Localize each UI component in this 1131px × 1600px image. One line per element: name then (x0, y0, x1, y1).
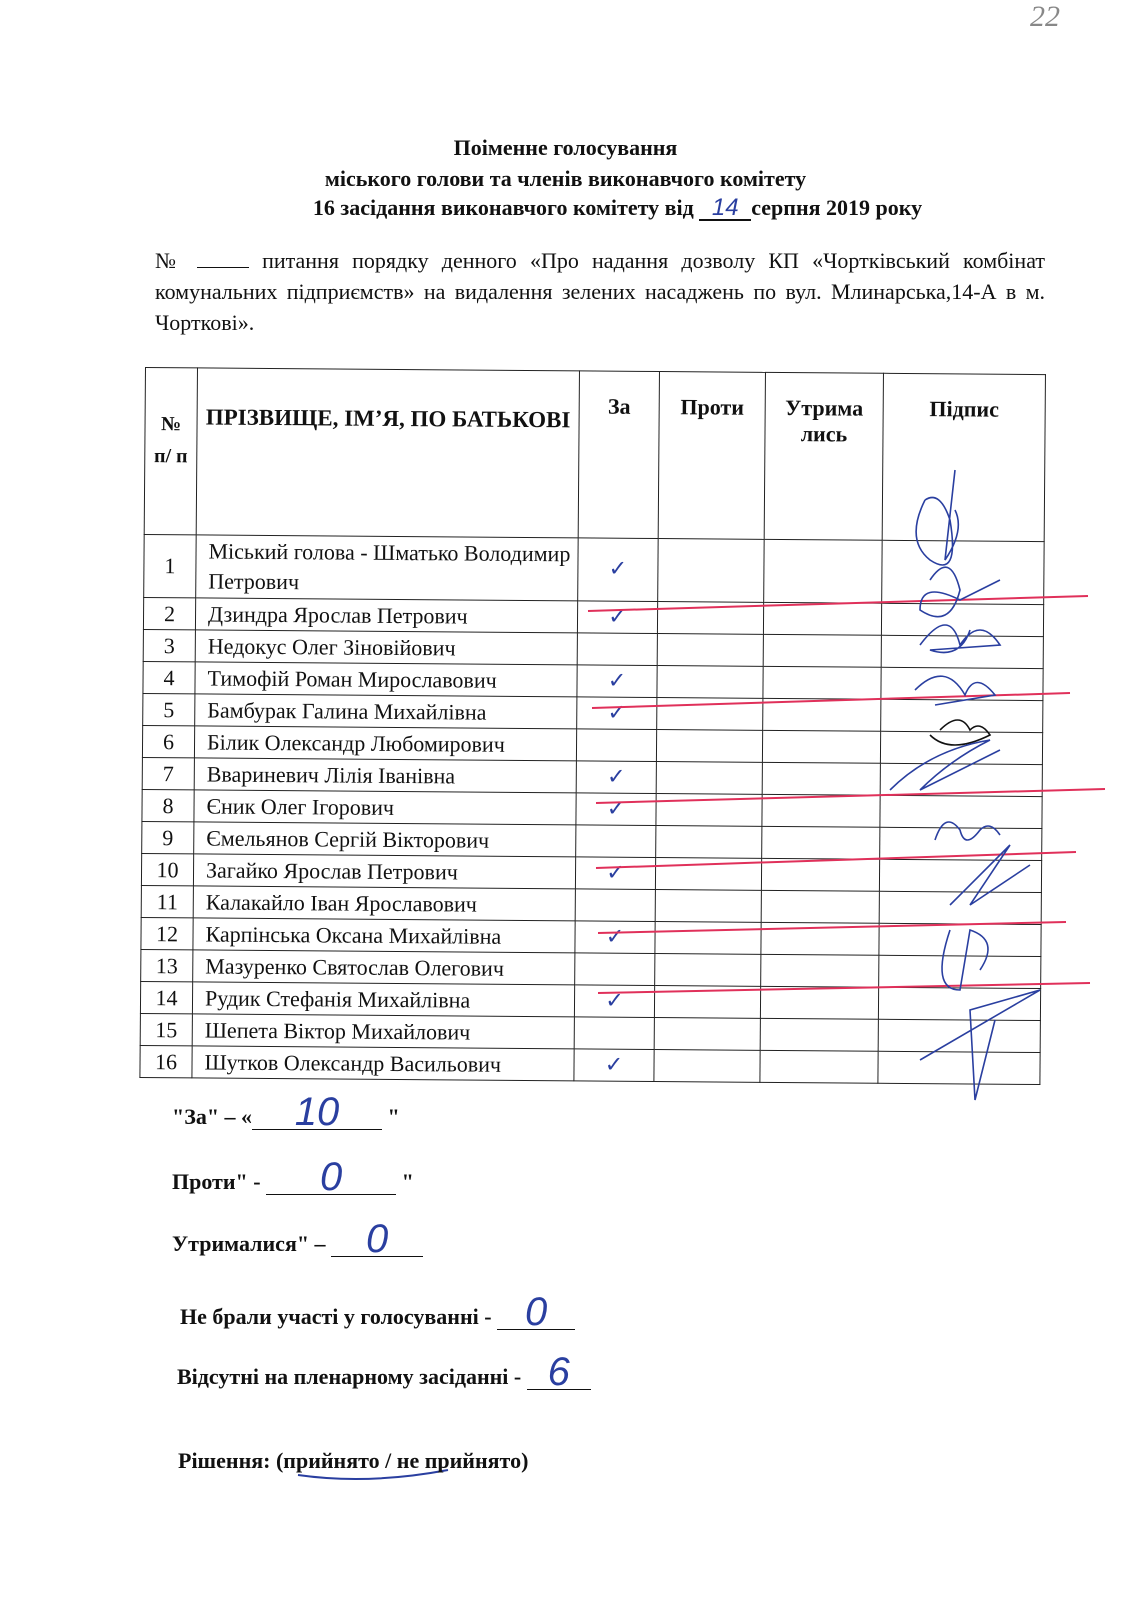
summary-not-participated-label: Не брали участі у голосуванні - (180, 1304, 498, 1329)
vote-for-check: ✓ (577, 697, 657, 730)
vote-against (657, 602, 763, 635)
row-num: 3 (143, 629, 195, 661)
meeting-line (52, 192, 1131, 223)
vote-for-check: ✓ (575, 921, 655, 954)
row-num: 1 (144, 534, 196, 597)
row-num: 12 (141, 917, 193, 949)
header-for: За (578, 371, 659, 539)
row-name: Рудик Стефанія Михайлівна (192, 982, 574, 1017)
summary-abstained-label: Утрималися" – (172, 1231, 332, 1256)
vote-for-check: ✓ (574, 1049, 654, 1082)
vote-against (655, 954, 761, 987)
signature-cell (880, 827, 1042, 860)
vote-for-check: ✓ (577, 665, 657, 698)
vote-abstain (762, 730, 880, 763)
summary-against-value: 0 (266, 1160, 396, 1195)
vote-table (139, 367, 1046, 1085)
row-num: 13 (141, 949, 193, 981)
vote-abstain (760, 1050, 878, 1083)
summary-for-value: 10 (252, 1095, 382, 1130)
row-name: Шутков Олександр Васильович (192, 1046, 574, 1081)
signature-cell (882, 540, 1044, 604)
row-num: 5 (143, 693, 195, 725)
row-name: Міський голова - Шматько Володимир Петрович (196, 535, 578, 601)
row-num: 15 (140, 1013, 192, 1045)
vote-against (657, 666, 763, 699)
signature-cell (878, 1051, 1040, 1084)
vote-against (656, 826, 762, 859)
row-name: Недокус Олег Зіновійович (195, 630, 577, 665)
row-num: 16 (140, 1045, 192, 1077)
table-row (140, 1045, 1040, 1084)
table-row (144, 534, 1044, 604)
vote-against (656, 730, 762, 763)
vote-abstain (760, 986, 878, 1019)
signature-cell (879, 955, 1041, 988)
signature-cell (881, 699, 1043, 732)
signature-cell (880, 731, 1042, 764)
vote-for-check: ✓ (574, 985, 654, 1018)
vote-abstain (761, 922, 879, 955)
signature-cell (881, 603, 1043, 636)
vote-for-check (575, 889, 655, 922)
vote-against (657, 634, 763, 667)
vote-for-check (577, 633, 657, 666)
row-num: 4 (143, 661, 195, 693)
summary-abstained (172, 1217, 423, 1261)
summary-against-end: " (396, 1169, 414, 1194)
vote-abstain (764, 539, 882, 603)
header-abstain: Утрима лись (764, 372, 883, 540)
row-name: Білик Олександр Любомирович (194, 726, 576, 761)
row-num: 11 (141, 885, 193, 917)
vote-against (657, 698, 763, 731)
signature-cell (878, 1019, 1040, 1052)
summary-for-end: " (382, 1104, 400, 1129)
row-name: Калакайло Іван Ярославович (193, 886, 575, 921)
summary-abstained-value: 0 (331, 1222, 423, 1257)
doc-subtitle: міського голови та членів виконавчого комітету (324, 166, 807, 191)
vote-for-check (576, 825, 656, 858)
header-num: № п/ п (144, 368, 197, 535)
vote-against (658, 539, 764, 603)
header-name: ПРІЗВИЩЕ, ІМ’Я, ПО БАТЬКОВІ (196, 368, 579, 538)
vote-for-check: ✓ (575, 857, 655, 890)
signature-cell (881, 667, 1043, 700)
agenda-number-blank (197, 249, 249, 268)
signature-cell (879, 859, 1041, 892)
decision-line: Рішення: (прийнято / не прийнято) (178, 1448, 529, 1473)
signature-cell (879, 923, 1041, 956)
vote-abstain (760, 1018, 878, 1051)
row-num: 2 (143, 597, 195, 629)
agenda-number-sign: № (155, 248, 184, 273)
page-number: 22 (1030, 0, 1060, 33)
agenda-item (155, 245, 1045, 338)
vote-against (654, 986, 760, 1019)
row-name: Дзиндра Ярослав Петрович (195, 598, 577, 633)
meeting-suffix: серпня 2019 року (751, 195, 923, 220)
header-signature: Підпис (882, 373, 1045, 541)
doc-title: Поіменне голосування (453, 135, 678, 160)
row-num: 7 (142, 757, 194, 789)
vote-for-check (576, 729, 656, 762)
vote-abstain (761, 858, 879, 891)
vote-against (655, 890, 761, 923)
row-num: 9 (142, 821, 194, 853)
row-name: Бамбурак Галина Михайлівна (195, 694, 577, 729)
vote-for-check: ✓ (576, 793, 656, 826)
row-num: 10 (141, 853, 193, 885)
summary-absent-label: Відсутні на пленарному засіданні - (177, 1364, 527, 1389)
table-header-row (144, 368, 1045, 542)
header-against: Проти (658, 372, 765, 540)
vote-abstain (762, 762, 880, 795)
vote-abstain (761, 954, 879, 987)
row-num: 8 (142, 789, 194, 821)
signature-cell (878, 987, 1040, 1020)
vote-for-check (575, 953, 655, 986)
vote-abstain (763, 634, 881, 667)
row-name: Шепета Віктор Михайлович (192, 1014, 574, 1049)
summary-for-label: "За" – « (172, 1104, 253, 1129)
meeting-prefix: 16 засідання виконавчого комітету від (312, 195, 700, 220)
vote-against (655, 858, 761, 891)
vote-abstain (761, 890, 879, 923)
row-name: Тимофій Роман Мирославович (195, 662, 577, 697)
vote-for-check (574, 1017, 654, 1050)
vote-for-check: ✓ (576, 761, 656, 794)
vote-against (654, 1050, 760, 1083)
summary-absent-value: 6 (527, 1355, 591, 1390)
row-name: Єник Олег Ігорович (194, 790, 576, 825)
row-num: 6 (142, 725, 194, 757)
row-name: Ввариневич Лілія Іванівна (194, 758, 576, 793)
vote-against (654, 1018, 760, 1051)
vote-against (655, 922, 761, 955)
vote-for-check: ✓ (578, 538, 658, 602)
vote-abstain (763, 666, 881, 699)
vote-against (656, 794, 762, 827)
summary-against (172, 1155, 414, 1199)
vote-for-check: ✓ (577, 601, 657, 634)
signature-cell (879, 891, 1041, 924)
row-name: Мазуренко Святослав Олегович (193, 950, 575, 985)
vote-abstain (763, 602, 881, 635)
signature-cell (880, 763, 1042, 796)
signature-cell (881, 635, 1043, 668)
agenda-text: питання порядку денного «Про надання дозволу КП «Чортківський комбінат комунальних підприємств» на видалення зелених насаджень по вул. Млинарська,14-А в м. Чорткові». (155, 248, 1046, 335)
row-name: Загайко Ярослав Петрович (193, 854, 575, 889)
vote-against (656, 762, 762, 795)
summary-for (172, 1090, 400, 1134)
row-name: Ємельянов Сергій Вікторович (194, 822, 576, 857)
summary-absent (177, 1350, 591, 1394)
handwritten-date: 14 (699, 197, 751, 221)
row-name: Карпінська Оксана Михайлівна (193, 918, 575, 953)
signature-cell (880, 795, 1042, 828)
row-num: 14 (140, 981, 192, 1013)
vote-abstain (763, 698, 881, 731)
summary-not-participated (180, 1290, 575, 1334)
summary-against-label: Проти" - (172, 1169, 267, 1194)
vote-abstain (762, 794, 880, 827)
summary-not-participated-value: 0 (497, 1295, 575, 1330)
vote-abstain (762, 826, 880, 859)
